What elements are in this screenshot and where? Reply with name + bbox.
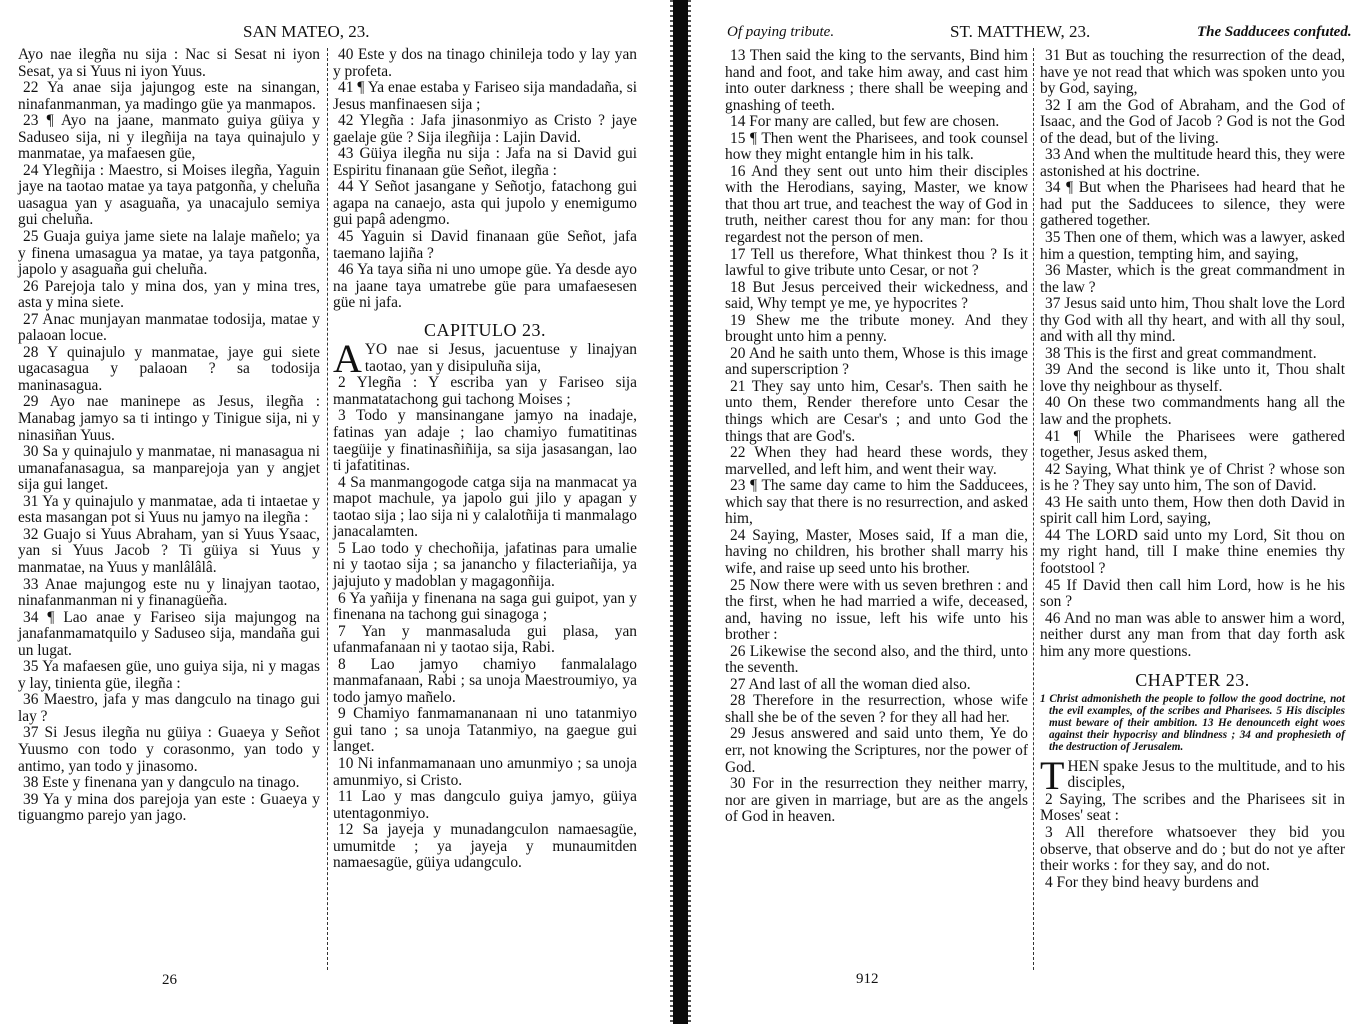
verse: 21 They say unto him, Cesar's. Then saith he unto them, Render therefore unto Cesar the things which are Cesar's ; and unto God the things that are God's.: [725, 377, 1028, 445]
verse: 16 And they sent out unto him their disciples with the Herodians, saying, Master, we know that thou art true, and teachest the way of God in truth, neither carest thou for any man: for thou regardest not the person of men.: [725, 162, 1028, 247]
right-column-2: [1040, 48, 1345, 891]
verse: 40 Este y dos na tinago chinileja todo y lay yan y profeta.: [333, 46, 637, 80]
verse: 37 Jesus said unto him, Thou shalt love the Lord thy God with all thy heart, and with all thy soul, and with all thy mind.: [1040, 295, 1345, 346]
verse: 6 Ya yañija y finenana na saga gui guipot, yan y finenana na tachong gui sinagoga ;: [333, 589, 637, 624]
verse: 43 Güiya ilegña nu sija : Jafa na si David gui Espiritu finanaan güe Señot, ilegña :: [333, 145, 637, 179]
column-divider: [327, 48, 328, 970]
left-column-1: [18, 47, 320, 825]
verse: 44 Y Señot jasangane y Señotjo, fatachong gui agapa na canaejo, asta qui jupolo y enemigumo gui papâ adengmo.: [333, 178, 637, 229]
verse: 32 Guajo si Yuus Abraham, yan si Yuus Ysaac, yan si Yuus Jacob ? Ti güiya si Yuus y manmatae, na Yuus y manlâlâlâ.: [18, 525, 320, 576]
verse: 24 Saying, Master, Moses said, If a man die, having no children, his brother shall marry his wife, and raise up seed unto his brother.: [725, 526, 1028, 577]
verse: 5 Lao todo y chechoñija, jafatinas para umalie ni y taotao sija ; sa janancho y filacteriañija, ya jajujuto y madoblan y magagonñija.: [333, 539, 637, 590]
chapter-first-verse: AYO nae si Jesus, jacuentuse y linajyan taotao, yan y disipuluña sija,: [333, 336, 637, 382]
verse: 42 Saying, What think ye of Christ ? whose son is he ? They say unto him, The son of David.: [1040, 460, 1345, 495]
column-divider: [1033, 48, 1034, 970]
verse: 3 All therefore whatsoever they bid you observe, that observe and do ; but do not ye after their works : for they say, and do not.: [1040, 823, 1345, 875]
verse: 33 And when the multitude heard this, they were astonished at his doctrine.: [1040, 146, 1345, 180]
spine-edge: [688, 0, 691, 1024]
page-number: 912: [856, 971, 879, 987]
verse: 40 On these two commandments hang all the law and the prophets.: [1040, 394, 1345, 429]
verse: 30 Sa y quinajulo y manmatae, ni manasagua ni umanafanasagua, sa manparejoja yan y angjet sija gui langet.: [18, 443, 320, 494]
verse: 38 This is the first and great commandment.: [1045, 344, 1317, 362]
verse: 25 Now there were with us seven brethren : and the first, when he had married a wife, deceased, and, having no issue, left his wife unto his brother :: [725, 576, 1028, 644]
verse: 31 But as touching the resurrection of the dead, have ye not read that which was spoken unto you by God, saying,: [1040, 47, 1345, 98]
verse: 4 Sa manmangogode catga sija na manmacat ya mapot machule, ya japolo gui jilo y apagan y taotao sija ; lao sija ni y calalotñija ti manmalago janacalamten.: [333, 473, 637, 541]
verse: 45 If David then call him Lord, how is he his son ?: [1040, 576, 1345, 611]
running-head: SAN MATEO, 23.: [243, 22, 370, 41]
right-column-1: [725, 48, 1028, 826]
verse: 45 Yaguin si David finanaan güe Señot, jafa taemano lajiña ?: [333, 228, 637, 262]
verse: 7 Yan y manmasaluda gui plasa, yan ufanmafanaan ni y taotao sija, Rabi.: [333, 622, 637, 657]
verse: 22 When they had heard these words, they marvelled, and left him, and went their way.: [725, 444, 1028, 478]
chapter-first-verse: THEN spake Jesus to the multitude, and to his disciples,: [1040, 752, 1345, 798]
verse: 12 Sa jayeja y munadangculon namaesagüe, umumitde ; ya jayeja y munaumitden namaesagüe, güiya udangculo.: [333, 821, 637, 872]
verse: 11 Lao y mas dangculo guiya jamyo, güiya utentagonmiyo.: [333, 788, 637, 822]
verse: 44 The LORD said unto my Lord, Sit thou on my right hand, till I make thine enemies thy footstool ?: [1040, 526, 1345, 577]
verse: 20 And he saith unto them, Whose is this image and superscription ?: [725, 344, 1028, 379]
verse: 13 Then said the king to the servants, Bind him hand and foot, and take him away, and cast him into outer darkness ; there shall be weeping and gnashing of teeth.: [725, 47, 1028, 114]
verse: 19 Shew me the tribute money. And they brought unto him a penny.: [725, 311, 1028, 346]
book-spine: [673, 0, 688, 1024]
verse: 43 He saith unto them, How then doth David in spirit call him Lord, saying,: [1040, 493, 1345, 528]
verse: 38 Este y finenana yan y dangculo na tinago.: [23, 774, 300, 792]
verse: 28 Therefore in the resurrection, whose wife shall she be of the seven ? for they all had her.: [725, 692, 1028, 726]
verse: 17 Tell us therefore, What thinkest thou ? Is it lawful to give tribute unto Cesar, or not ?: [725, 245, 1028, 280]
drop-cap: T: [1040, 752, 1065, 798]
verse: 9 Chamiyo fanmamananaan ni uno tatanmiyo gui tano ; sa unoja Tatanmiyo, na gaegue gui langet.: [333, 705, 637, 756]
verse: 23 ¶ The same day came to him the Sadducees, which say that there is no resurrection, and asked him,: [725, 477, 1029, 528]
verse: 39 Ya y mina dos parejoja yan este : Guaeya y tiguangmo parejo yan jago.: [18, 790, 320, 825]
verse: 46 And no man was able to answer him a word, neither durst any man from that day forth ask him any more questions.: [1040, 609, 1345, 660]
drop-cap: A: [333, 336, 362, 382]
verse: 23 ¶ Ayo na jaane, manmato guiya güiya y Saduseo sija, ni y ilegñija na taya quinajulo y manmatae, ya mafaesen güe,: [18, 112, 320, 163]
verse: 36 Master, which is the great commandment in the law ?: [1040, 262, 1345, 296]
verse: 32 I am the God of Abraham, and the God of Isaac, and the God of Jacob ? God is not the God of the dead, but of the living.: [1040, 96, 1345, 147]
verse: 35 Ya mafaesen güe, uno guiya sija, ni y magas y lay, tinienta güe, ilegña :: [18, 658, 320, 692]
verse: 4 For they bind heavy burdens and: [1045, 873, 1259, 891]
chapter-summary: 1 Christ admonisheth the people to follow the good doctrine, not the evil examples, of the scribes and Pharisees. 5 His disciples must beware of their ambition. 13 He denounceth eight woes against their hypocrisy and blindness ; 34 and prophesieth of the destruction of Jerusalem.: [1040, 692, 1345, 753]
right-page: [700, 0, 1362, 1024]
left-page: [0, 0, 660, 1024]
verse: 34 ¶ Lao anae y Fariseo sija majungog na janafanmamatquilo y Saduseo sija, mandaña gui un lugat.: [18, 608, 320, 659]
running-head-center: ST. MATTHEW, 23.: [950, 22, 1091, 41]
verse: 41 ¶ Ya enae estaba y Fariseo sija mandadaña, si Jesus manfinaesen sija ;: [333, 79, 637, 113]
verse: 8 Lao jamyo chamiyo fanmalalago manmafanaan, Rabi ; sa unoja Maestroumiyo, ya todo jamyo mañelo.: [333, 655, 637, 706]
verse: 3 Todo y mansinangane jamyo na inadaje, fatinas yan adaje ; lao chamiyo fumatitinas taegüije y finatinasñiñija, sa sija jasasangan, lao ti jafatitinas.: [333, 407, 637, 475]
verse: 29 Jesus answered and said unto them, Ye do err, not knowing the Scriptures, nor the power of God.: [725, 725, 1028, 776]
verse: 30 For in the resurrection they neither marry, nor are given in marriage, but are as the angels of God in heaven.: [725, 775, 1028, 826]
verse: 31 Ya y quinajulo y manmatae, ada ti intaetae y esta masangan pot si Yuus nu jamyo na ilegña :: [18, 492, 320, 527]
running-head-right: The Sadducees confuted.: [1197, 24, 1352, 40]
verse: 24 Ylegñija : Maestro, si Moises ilegña, Yaguin jaye na taotao matae ya taya patgonña, y cheluña uasagua yan y asaguaña, ya unacajulo semiya gui cheluña.: [18, 161, 320, 229]
verse: 10 Ni infanmamanaan uno amunmiyo ; sa unoja amunmiyo, si Cristo.: [333, 754, 637, 789]
left-column-2: [333, 47, 637, 872]
verse: 34 ¶ But when the Pharisees had heard that he had put the Sadducees to silence, they were gathered together.: [1040, 179, 1345, 230]
verse: 35 Then one of them, which was a lawyer, asked him a question, tempting him, and saying,: [1040, 229, 1345, 263]
verse: 2 Saying, The scribes and the Pharisees sit in Moses' seat :: [1040, 790, 1345, 825]
verse: 27 Anac munjayan manmatae todosija, matae y palaoan locue.: [18, 310, 320, 345]
verse: 18 But Jesus perceived their wickedness, and said, Why tempt ye me, ye hypocrites ?: [725, 278, 1028, 313]
verse: 46 Ya taya siña ni uno umope güe. Ya desde ayo na jaane taya umatrebe güe para umafaesesen güe ni jafa.: [333, 261, 637, 312]
running-head-left: Of paying tribute.: [727, 24, 835, 40]
verse: Ayo nae ilegña nu sija : Nac si Sesat ni iyon Sesat, ya si Yuus ni iyon Yuus.: [18, 46, 320, 80]
verse: 37 Si Jesus ilegña nu güiya : Guaeya y Señot Yuusmo con todo y corasonmo, yan todo y antimo, yan todo y jinasomo.: [18, 724, 320, 775]
verse: 25 Guaja guiya jame siete na lalaje mañelo; ya y finena umasagua ya matae, ya taya patgonña, japolo y asaguaña gui cheluña.: [18, 228, 320, 279]
verse: 27 And last of all the woman died also.: [730, 675, 971, 693]
verse: 26 Likewise the second also, and the third, unto the seventh.: [725, 642, 1028, 677]
verse: 42 Ylegña : Jafa jinasonmiyo as Cristo ? jaye gaelaje güe ? Sija ilegñija : Lajin David.: [333, 112, 637, 146]
verse: 41 ¶ While the Pharisees were gathered together, Jesus asked them,: [1040, 427, 1345, 462]
verse: 14 For many are called, but few are chosen.: [730, 113, 1000, 131]
verse: 2 Ylegña : Y escriba yan y Fariseo sija manmatatachong gui tachong Moises ;: [333, 374, 637, 408]
chapter-title: CHAPTER 23.: [1135, 670, 1250, 691]
verse: 33 Anae majungog este nu y linajyan taotao, ninafanmanman ni y finanagüeña.: [18, 575, 320, 610]
verse: 39 And the second is like unto it, Thou shalt love thy neighbour as thyself.: [1040, 361, 1345, 395]
verse: 22 Ya anae sija jajungog este na sinangan, ninafanmanman, ya madingo güe ya manmapos.: [18, 79, 320, 113]
verse: 26 Parejoja talo y mina dos, yan y mina tres, asta y mina siete.: [18, 277, 320, 312]
chapter-title: CAPITULO 23.: [424, 319, 546, 340]
verse: 15 ¶ Then went the Pharisees, and took counsel how they might entangle him in his talk.: [725, 129, 1028, 164]
verse: 29 Ayo nae maninepe as Jesus, ilegña : Manabag jamyo sa ti intingo y Tinigue sija, ni y ninasiñan Yuus.: [18, 393, 320, 444]
verse: 36 Maestro, jafa y mas dangculo na tinago gui lay ?: [18, 691, 320, 725]
verse: 28 Y quinajulo y manmatae, jaye gui siete ugacasagua y palaoan ? sa todosija maninasagua.: [18, 343, 320, 394]
page-number: 26: [162, 972, 177, 988]
